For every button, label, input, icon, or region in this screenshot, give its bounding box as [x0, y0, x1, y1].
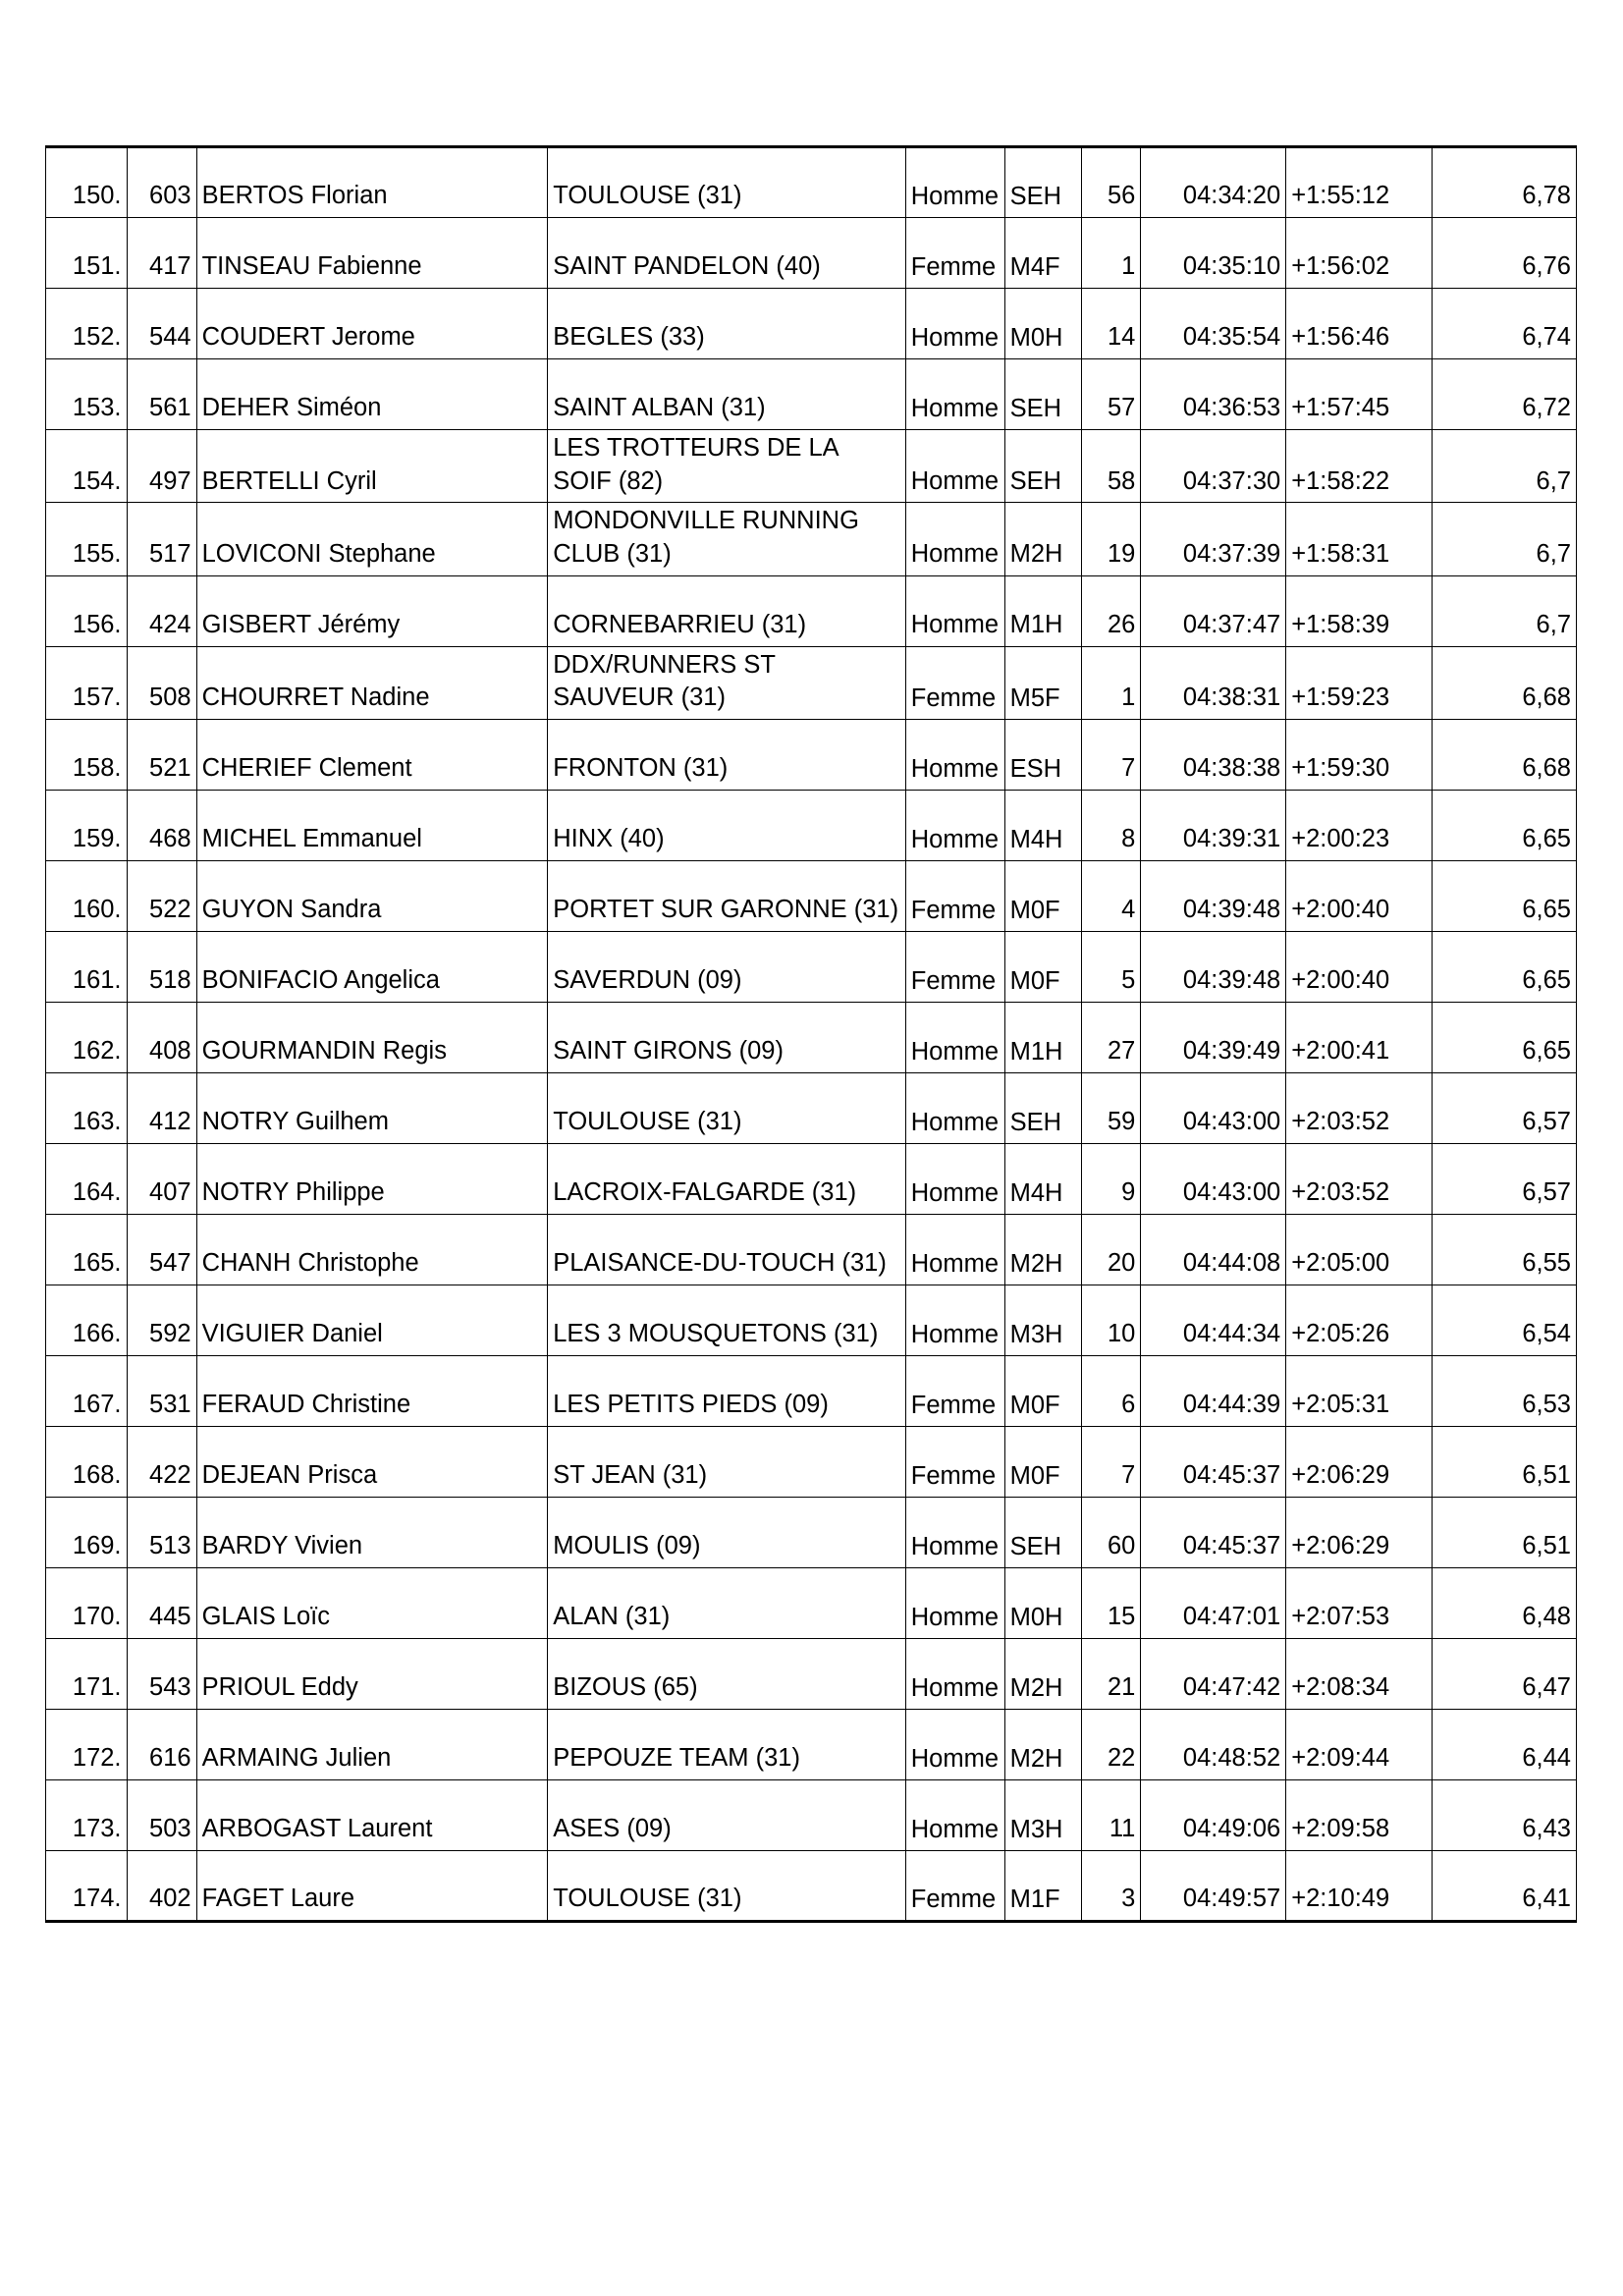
cell-gap: +1:58:39 [1286, 575, 1433, 646]
cell-rank: 155. [46, 503, 128, 575]
cell-category-rank: 9 [1081, 1143, 1141, 1214]
cell-name: CHERIEF Clement [196, 719, 548, 790]
cell-sex: Homme [905, 503, 1004, 575]
cell-time: 04:49:06 [1141, 1779, 1286, 1850]
cell-category: SEH [1004, 1497, 1081, 1567]
table-row [46, 218, 1577, 289]
cell-rank: 173. [46, 1779, 128, 1850]
cell-speed: 6,43 [1433, 1779, 1577, 1850]
cell-category: M5F [1004, 646, 1081, 719]
table-row [46, 719, 1577, 790]
cell-sex: Homme [905, 1072, 1004, 1143]
cell-club: MONDONVILLE RUNNING CLUB (31) [548, 503, 906, 575]
cell-rank: 158. [46, 719, 128, 790]
cell-category-rank: 60 [1081, 1497, 1141, 1567]
cell-speed: 6,41 [1433, 1850, 1577, 1921]
cell-speed: 6,57 [1433, 1072, 1577, 1143]
table-row [46, 1355, 1577, 1426]
cell-category-rank: 7 [1081, 1426, 1141, 1497]
cell-gap: +2:07:53 [1286, 1567, 1433, 1638]
cell-gap: +2:00:40 [1286, 860, 1433, 931]
cell-speed: 6,55 [1433, 1214, 1577, 1285]
cell-category: M0F [1004, 860, 1081, 931]
table-row [46, 860, 1577, 931]
cell-gap: +1:56:46 [1286, 289, 1433, 359]
cell-time: 04:38:38 [1141, 719, 1286, 790]
cell-time: 04:47:01 [1141, 1567, 1286, 1638]
cell-gap: +2:00:40 [1286, 931, 1433, 1002]
cell-sex: Homme [905, 1567, 1004, 1638]
cell-bib: 531 [127, 1355, 196, 1426]
cell-name: GISBERT Jérémy [196, 575, 548, 646]
table-row [46, 1850, 1577, 1921]
cell-category-rank: 1 [1081, 646, 1141, 719]
cell-time: 04:35:54 [1141, 289, 1286, 359]
cell-club: LES 3 MOUSQUETONS (31) [548, 1285, 906, 1355]
cell-rank: 170. [46, 1567, 128, 1638]
cell-time: 04:44:39 [1141, 1355, 1286, 1426]
cell-rank: 153. [46, 359, 128, 430]
table-row [46, 430, 1577, 503]
cell-bib: 518 [127, 931, 196, 1002]
cell-category: M3H [1004, 1285, 1081, 1355]
cell-rank: 172. [46, 1709, 128, 1779]
table-row [46, 1638, 1577, 1709]
cell-category-rank: 3 [1081, 1850, 1141, 1921]
cell-category: M0H [1004, 289, 1081, 359]
table-row [46, 147, 1577, 218]
cell-bib: 402 [127, 1850, 196, 1921]
cell-category: SEH [1004, 430, 1081, 503]
cell-category: M1F [1004, 1850, 1081, 1921]
cell-rank: 161. [46, 931, 128, 1002]
cell-category: M4H [1004, 790, 1081, 860]
cell-time: 04:39:31 [1141, 790, 1286, 860]
cell-speed: 6,7 [1433, 503, 1577, 575]
cell-gap: +2:09:44 [1286, 1709, 1433, 1779]
cell-speed: 6,78 [1433, 147, 1577, 218]
cell-club: LES PETITS PIEDS (09) [548, 1355, 906, 1426]
cell-category-rank: 57 [1081, 359, 1141, 430]
cell-category-rank: 5 [1081, 931, 1141, 1002]
cell-speed: 6,7 [1433, 575, 1577, 646]
cell-gap: +2:10:49 [1286, 1850, 1433, 1921]
table-row [46, 646, 1577, 719]
cell-bib: 616 [127, 1709, 196, 1779]
cell-club: MOULIS (09) [548, 1497, 906, 1567]
cell-time: 04:43:00 [1141, 1072, 1286, 1143]
cell-name: COUDERT Jerome [196, 289, 548, 359]
cell-club: BIZOUS (65) [548, 1638, 906, 1709]
cell-rank: 162. [46, 1002, 128, 1072]
cell-rank: 174. [46, 1850, 128, 1921]
cell-gap: +1:57:45 [1286, 359, 1433, 430]
cell-gap: +2:05:00 [1286, 1214, 1433, 1285]
cell-speed: 6,74 [1433, 289, 1577, 359]
cell-rank: 154. [46, 430, 128, 503]
cell-speed: 6,51 [1433, 1426, 1577, 1497]
cell-bib: 422 [127, 1426, 196, 1497]
cell-rank: 150. [46, 147, 128, 218]
cell-rank: 164. [46, 1143, 128, 1214]
table-row [46, 1214, 1577, 1285]
cell-rank: 163. [46, 1072, 128, 1143]
cell-gap: +1:59:30 [1286, 719, 1433, 790]
cell-club: TOULOUSE (31) [548, 1072, 906, 1143]
cell-time: 04:44:08 [1141, 1214, 1286, 1285]
cell-gap: +1:58:22 [1286, 430, 1433, 503]
cell-category-rank: 59 [1081, 1072, 1141, 1143]
cell-category-rank: 19 [1081, 503, 1141, 575]
cell-rank: 169. [46, 1497, 128, 1567]
table-row [46, 359, 1577, 430]
cell-name: FAGET Laure [196, 1850, 548, 1921]
cell-category: M0F [1004, 1355, 1081, 1426]
cell-sex: Femme [905, 218, 1004, 289]
cell-category: M2H [1004, 1214, 1081, 1285]
table-row [46, 503, 1577, 575]
cell-rank: 167. [46, 1355, 128, 1426]
cell-club: TOULOUSE (31) [548, 147, 906, 218]
cell-bib: 407 [127, 1143, 196, 1214]
cell-category: M3H [1004, 1779, 1081, 1850]
table-row [46, 1002, 1577, 1072]
cell-rank: 159. [46, 790, 128, 860]
cell-category-rank: 8 [1081, 790, 1141, 860]
table-row [46, 1709, 1577, 1779]
cell-sex: Homme [905, 289, 1004, 359]
cell-rank: 166. [46, 1285, 128, 1355]
cell-sex: Homme [905, 1709, 1004, 1779]
cell-rank: 168. [46, 1426, 128, 1497]
cell-sex: Homme [905, 1779, 1004, 1850]
cell-speed: 6,53 [1433, 1355, 1577, 1426]
cell-name: DEHER Siméon [196, 359, 548, 430]
cell-club: ALAN (31) [548, 1567, 906, 1638]
cell-category-rank: 22 [1081, 1709, 1141, 1779]
cell-category-rank: 21 [1081, 1638, 1141, 1709]
cell-gap: +2:05:31 [1286, 1355, 1433, 1426]
cell-category-rank: 4 [1081, 860, 1141, 931]
table-row [46, 1497, 1577, 1567]
cell-rank: 156. [46, 575, 128, 646]
cell-category: SEH [1004, 147, 1081, 218]
cell-name: LOVICONI Stephane [196, 503, 548, 575]
cell-category-rank: 26 [1081, 575, 1141, 646]
cell-name: DEJEAN Prisca [196, 1426, 548, 1497]
cell-rank: 151. [46, 218, 128, 289]
cell-time: 04:49:57 [1141, 1850, 1286, 1921]
cell-club: TOULOUSE (31) [548, 1850, 906, 1921]
race-results-table [45, 145, 1577, 1923]
cell-time: 04:44:34 [1141, 1285, 1286, 1355]
cell-club: LACROIX-FALGARDE (31) [548, 1143, 906, 1214]
cell-category: SEH [1004, 359, 1081, 430]
cell-bib: 517 [127, 503, 196, 575]
table-row [46, 1072, 1577, 1143]
cell-sex: Femme [905, 1850, 1004, 1921]
cell-name: NOTRY Guilhem [196, 1072, 548, 1143]
cell-time: 04:37:39 [1141, 503, 1286, 575]
cell-bib: 417 [127, 218, 196, 289]
cell-name: PRIOUL Eddy [196, 1638, 548, 1709]
cell-sex: Homme [905, 575, 1004, 646]
cell-gap: +2:03:52 [1286, 1072, 1433, 1143]
cell-speed: 6,65 [1433, 860, 1577, 931]
cell-bib: 603 [127, 147, 196, 218]
cell-name: CHANH Christophe [196, 1214, 548, 1285]
cell-rank: 160. [46, 860, 128, 931]
cell-bib: 412 [127, 1072, 196, 1143]
cell-time: 04:45:37 [1141, 1426, 1286, 1497]
cell-category-rank: 56 [1081, 147, 1141, 218]
cell-time: 04:37:30 [1141, 430, 1286, 503]
cell-time: 04:39:48 [1141, 931, 1286, 1002]
cell-speed: 6,48 [1433, 1567, 1577, 1638]
cell-club: PEPOUZE TEAM (31) [548, 1709, 906, 1779]
cell-bib: 547 [127, 1214, 196, 1285]
cell-club: SAINT ALBAN (31) [548, 359, 906, 430]
table-row [46, 1143, 1577, 1214]
cell-sex: Homme [905, 1214, 1004, 1285]
cell-bib: 408 [127, 1002, 196, 1072]
cell-club: PORTET SUR GARONNE (31) [548, 860, 906, 931]
cell-sex: Homme [905, 1638, 1004, 1709]
cell-speed: 6,68 [1433, 646, 1577, 719]
cell-bib: 497 [127, 430, 196, 503]
cell-club: SAINT PANDELON (40) [548, 218, 906, 289]
cell-category-rank: 7 [1081, 719, 1141, 790]
cell-bib: 522 [127, 860, 196, 931]
cell-time: 04:34:20 [1141, 147, 1286, 218]
cell-name: FERAUD Christine [196, 1355, 548, 1426]
cell-speed: 6,57 [1433, 1143, 1577, 1214]
cell-club: ASES (09) [548, 1779, 906, 1850]
cell-club: SAVERDUN (09) [548, 931, 906, 1002]
cell-category-rank: 15 [1081, 1567, 1141, 1638]
cell-name: ARBOGAST Laurent [196, 1779, 548, 1850]
cell-gap: +1:55:12 [1286, 147, 1433, 218]
table-row [46, 575, 1577, 646]
cell-category-rank: 6 [1081, 1355, 1141, 1426]
table-row [46, 1779, 1577, 1850]
cell-speed: 6,65 [1433, 1002, 1577, 1072]
cell-category: M2H [1004, 503, 1081, 575]
cell-club: SAINT GIRONS (09) [548, 1002, 906, 1072]
cell-name: BONIFACIO Angelica [196, 931, 548, 1002]
cell-time: 04:47:42 [1141, 1638, 1286, 1709]
cell-rank: 157. [46, 646, 128, 719]
cell-sex: Homme [905, 359, 1004, 430]
cell-club: FRONTON (31) [548, 719, 906, 790]
cell-speed: 6,47 [1433, 1638, 1577, 1709]
cell-bib: 513 [127, 1497, 196, 1567]
cell-bib: 543 [127, 1638, 196, 1709]
cell-category: M4F [1004, 218, 1081, 289]
cell-name: NOTRY Philippe [196, 1143, 548, 1214]
cell-sex: Femme [905, 646, 1004, 719]
cell-category: SEH [1004, 1072, 1081, 1143]
cell-bib: 468 [127, 790, 196, 860]
cell-sex: Homme [905, 430, 1004, 503]
table-row [46, 289, 1577, 359]
cell-sex: Homme [905, 719, 1004, 790]
cell-sex: Femme [905, 1426, 1004, 1497]
cell-bib: 508 [127, 646, 196, 719]
cell-time: 04:45:37 [1141, 1497, 1286, 1567]
cell-time: 04:39:49 [1141, 1002, 1286, 1072]
cell-club: HINX (40) [548, 790, 906, 860]
cell-club: DDX/RUNNERS ST SAUVEUR (31) [548, 646, 906, 719]
cell-club: PLAISANCE-DU-TOUCH (31) [548, 1214, 906, 1285]
cell-time: 04:43:00 [1141, 1143, 1286, 1214]
cell-gap: +2:05:26 [1286, 1285, 1433, 1355]
cell-bib: 521 [127, 719, 196, 790]
cell-name: GLAIS Loïc [196, 1567, 548, 1638]
cell-sex: Femme [905, 1355, 1004, 1426]
cell-name: GOURMANDIN Regis [196, 1002, 548, 1072]
cell-sex: Homme [905, 147, 1004, 218]
table-row [46, 1285, 1577, 1355]
cell-speed: 6,68 [1433, 719, 1577, 790]
cell-category: ESH [1004, 719, 1081, 790]
cell-sex: Homme [905, 1285, 1004, 1355]
cell-gap: +1:58:31 [1286, 503, 1433, 575]
cell-club: ST JEAN (31) [548, 1426, 906, 1497]
cell-rank: 152. [46, 289, 128, 359]
table-row [46, 1567, 1577, 1638]
cell-category: M0F [1004, 931, 1081, 1002]
cell-sex: Femme [905, 931, 1004, 1002]
cell-speed: 6,72 [1433, 359, 1577, 430]
table-row [46, 931, 1577, 1002]
cell-gap: +2:06:29 [1286, 1426, 1433, 1497]
cell-category: M1H [1004, 575, 1081, 646]
cell-time: 04:35:10 [1141, 218, 1286, 289]
cell-gap: +2:09:58 [1286, 1779, 1433, 1850]
cell-name: BERTELLI Cyril [196, 430, 548, 503]
cell-speed: 6,54 [1433, 1285, 1577, 1355]
cell-sex: Homme [905, 1497, 1004, 1567]
cell-category: M0H [1004, 1567, 1081, 1638]
cell-gap: +2:00:23 [1286, 790, 1433, 860]
cell-time: 04:36:53 [1141, 359, 1286, 430]
cell-gap: +1:59:23 [1286, 646, 1433, 719]
cell-category-rank: 11 [1081, 1779, 1141, 1850]
cell-name: GUYON Sandra [196, 860, 548, 931]
cell-bib: 592 [127, 1285, 196, 1355]
cell-name: TINSEAU Fabienne [196, 218, 548, 289]
cell-category-rank: 27 [1081, 1002, 1141, 1072]
cell-bib: 544 [127, 289, 196, 359]
cell-speed: 6,65 [1433, 931, 1577, 1002]
cell-category-rank: 10 [1081, 1285, 1141, 1355]
cell-rank: 171. [46, 1638, 128, 1709]
cell-name: BERTOS Florian [196, 147, 548, 218]
cell-gap: +2:00:41 [1286, 1002, 1433, 1072]
cell-rank: 165. [46, 1214, 128, 1285]
cell-category: M2H [1004, 1709, 1081, 1779]
cell-gap: +2:06:29 [1286, 1497, 1433, 1567]
cell-bib: 561 [127, 359, 196, 430]
cell-time: 04:39:48 [1141, 860, 1286, 931]
cell-speed: 6,76 [1433, 218, 1577, 289]
cell-speed: 6,7 [1433, 430, 1577, 503]
cell-name: ARMAING Julien [196, 1709, 548, 1779]
cell-category: M4H [1004, 1143, 1081, 1214]
cell-speed: 6,51 [1433, 1497, 1577, 1567]
cell-category-rank: 20 [1081, 1214, 1141, 1285]
cell-time: 04:38:31 [1141, 646, 1286, 719]
cell-sex: Homme [905, 1143, 1004, 1214]
cell-time: 04:37:47 [1141, 575, 1286, 646]
cell-time: 04:48:52 [1141, 1709, 1286, 1779]
cell-gap: +2:08:34 [1286, 1638, 1433, 1709]
cell-category-rank: 1 [1081, 218, 1141, 289]
cell-category: M0F [1004, 1426, 1081, 1497]
cell-club: BEGLES (33) [548, 289, 906, 359]
table-row [46, 1426, 1577, 1497]
cell-category: M2H [1004, 1638, 1081, 1709]
cell-name: VIGUIER Daniel [196, 1285, 548, 1355]
cell-category: M1H [1004, 1002, 1081, 1072]
cell-club: LES TROTTEURS DE LA SOIF (82) [548, 430, 906, 503]
table-row [46, 790, 1577, 860]
cell-club: CORNEBARRIEU (31) [548, 575, 906, 646]
cell-category-rank: 58 [1081, 430, 1141, 503]
cell-bib: 503 [127, 1779, 196, 1850]
cell-category-rank: 14 [1081, 289, 1141, 359]
cell-sex: Femme [905, 860, 1004, 931]
cell-bib: 424 [127, 575, 196, 646]
cell-speed: 6,65 [1433, 790, 1577, 860]
cell-speed: 6,44 [1433, 1709, 1577, 1779]
cell-bib: 445 [127, 1567, 196, 1638]
cell-sex: Homme [905, 790, 1004, 860]
cell-name: CHOURRET Nadine [196, 646, 548, 719]
cell-name: BARDY Vivien [196, 1497, 548, 1567]
cell-gap: +2:03:52 [1286, 1143, 1433, 1214]
cell-name: MICHEL Emmanuel [196, 790, 548, 860]
cell-sex: Homme [905, 1002, 1004, 1072]
cell-gap: +1:56:02 [1286, 218, 1433, 289]
